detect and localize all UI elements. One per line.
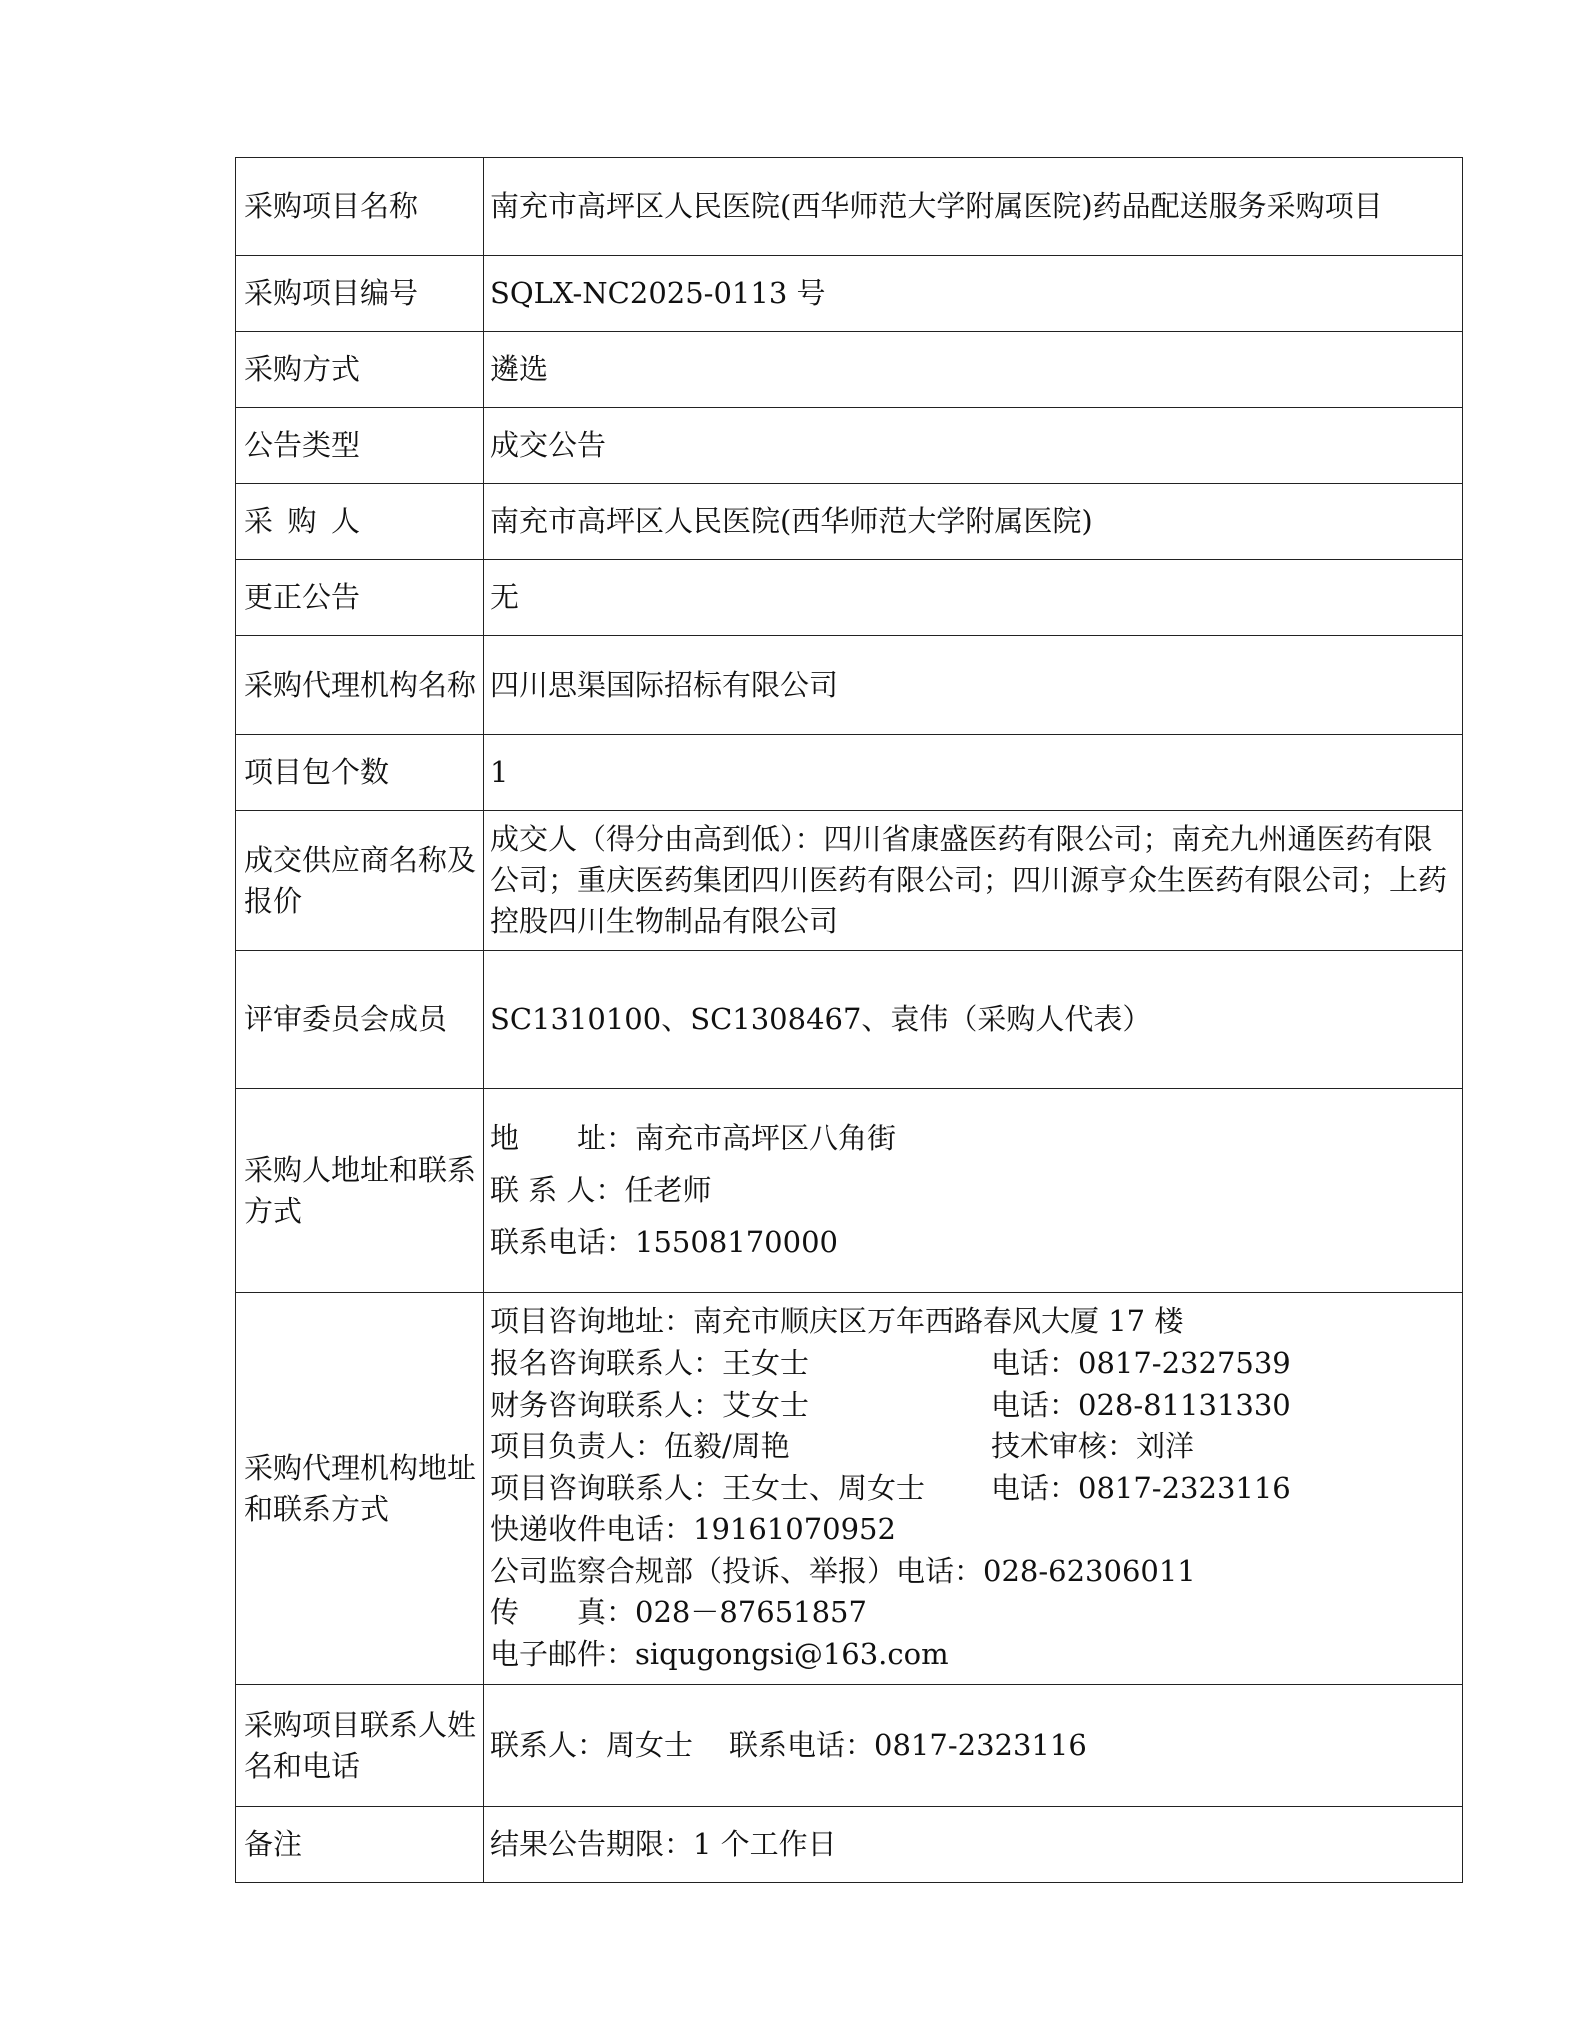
purchaser-value: 南充市高坪区人民医院(西华师范大学附属医院) (484, 484, 1463, 560)
purchaser-label-char-3: 人 (331, 504, 361, 538)
notice-type-label: 公告类型 (236, 408, 484, 484)
row-procurement-method (236, 332, 1463, 408)
agency-email: 电子邮件：siqugongsi@163.com (490, 1637, 949, 1672)
agency-name-label: 采购代理机构名称 (236, 636, 484, 735)
purchaser-phone-label: 联系电话： (490, 1225, 636, 1259)
project-contact-phone: 联系电话：0817-2323116 (729, 1728, 1087, 1762)
agency-tech-review: 技术审核：刘洋 (991, 1429, 1195, 1464)
review-committee-value: SC1310100、SC1308467、袁伟（采购人代表） (484, 951, 1463, 1089)
project-contact-person: 联系人：周女士 (490, 1728, 694, 1762)
row-project-name (236, 158, 1463, 256)
agency-signup-contact: 报名咨询联系人：王女士 (490, 1345, 810, 1380)
purchaser-contact-label: 采购人地址和联系方式 (236, 1089, 484, 1293)
procurement-result-table (235, 157, 1463, 1883)
review-committee-label: 评审委员会成员 (236, 951, 484, 1089)
project-number-label: 采购项目编号 (236, 256, 484, 332)
agency-compliance-phone: 公司监察合规部（投诉、举报）电话：028-62306011 (490, 1553, 1196, 1588)
project-number-value: SQLX-NC2025-0113 号 (484, 256, 1463, 332)
remarks-value: 结果公告期限：1 个工作日 (484, 1807, 1463, 1883)
purchaser-contact-person-label: 联 系 人： (490, 1173, 625, 1207)
correction-notice-value: 无 (484, 560, 1463, 636)
row-project-contact (236, 1685, 1463, 1807)
agency-project-consult: 项目咨询联系人：王女士、周女士 (490, 1470, 926, 1505)
remarks-label: 备注 (236, 1807, 484, 1883)
procurement-method-value: 遴选 (484, 332, 1463, 408)
winning-suppliers-value: 成交人（得分由高到低）：四川省康盛医药有限公司；南充九州通医药有限公司；重庆医药集团四川医药有限公司；四川源亨众生医药有限公司；上药控股四川生物制品有限公司 (484, 811, 1463, 951)
purchaser-contact-person: 任老师 (624, 1173, 712, 1207)
project-contact-label: 采购项目联系人姓名和电话 (236, 1685, 484, 1807)
purchaser-contact-value (484, 1089, 1463, 1293)
notice-type-value: 成交公告 (484, 408, 1463, 484)
agency-fax: 传 真：028－87651857 (490, 1595, 867, 1630)
row-winning-suppliers (236, 811, 1463, 951)
project-contact-value (484, 1685, 1463, 1807)
project-name-label: 采购项目名称 (236, 158, 484, 256)
row-correction-notice (236, 560, 1463, 636)
agency-project-consult-phone: 电话：0817-2323116 (991, 1470, 1291, 1505)
correction-notice-label: 更正公告 (236, 560, 484, 636)
agency-finance-phone: 电话：028-81131330 (991, 1387, 1291, 1422)
package-count-value: 1 (484, 735, 1463, 811)
purchaser-label-char-1: 采 (244, 504, 288, 538)
agency-signup-phone: 电话：0817-2327539 (991, 1345, 1291, 1380)
agency-project-lead: 项目负责人：伍毅/周艳 (490, 1429, 790, 1464)
purchaser-label (236, 484, 484, 560)
row-purchaser-contact (236, 1089, 1463, 1293)
row-remarks (236, 1807, 1463, 1883)
row-project-number (236, 256, 1463, 332)
winning-suppliers-label: 成交供应商名称及报价 (236, 811, 484, 951)
agency-contact-value (484, 1293, 1463, 1685)
purchaser-phone-line (490, 1222, 1456, 1263)
row-purchaser (236, 484, 1463, 560)
purchaser-address: 南充市高坪区八角街 (635, 1121, 897, 1155)
agency-consult-address: 项目咨询地址：南充市顺庆区万年西路春风大厦 17 楼 (490, 1304, 1184, 1339)
purchaser-label-char-2: 购 (287, 504, 332, 538)
agency-courier-phone: 快递收件电话：19161070952 (490, 1512, 896, 1547)
row-package-count (236, 735, 1463, 811)
purchaser-address-line (490, 1118, 1456, 1159)
package-count-label: 项目包个数 (236, 735, 484, 811)
agency-contact-grid (490, 1301, 1456, 1675)
row-review-committee (236, 951, 1463, 1089)
purchaser-address-label: 地 址： (490, 1121, 636, 1155)
row-notice-type (236, 408, 1463, 484)
row-agency-name (236, 636, 1463, 735)
row-agency-contact (236, 1293, 1463, 1685)
agency-contact-label: 采购代理机构地址和联系方式 (236, 1293, 484, 1685)
purchaser-phone: 15508170000 (635, 1225, 838, 1259)
procurement-method-label: 采购方式 (236, 332, 484, 408)
project-name-value: 南充市高坪区人民医院(西华师范大学附属医院)药品配送服务采购项目 (484, 158, 1463, 256)
agency-name-value: 四川思渠国际招标有限公司 (484, 636, 1463, 735)
purchaser-contact-person-line (490, 1170, 1456, 1211)
agency-finance-contact: 财务咨询联系人：艾女士 (490, 1387, 810, 1422)
